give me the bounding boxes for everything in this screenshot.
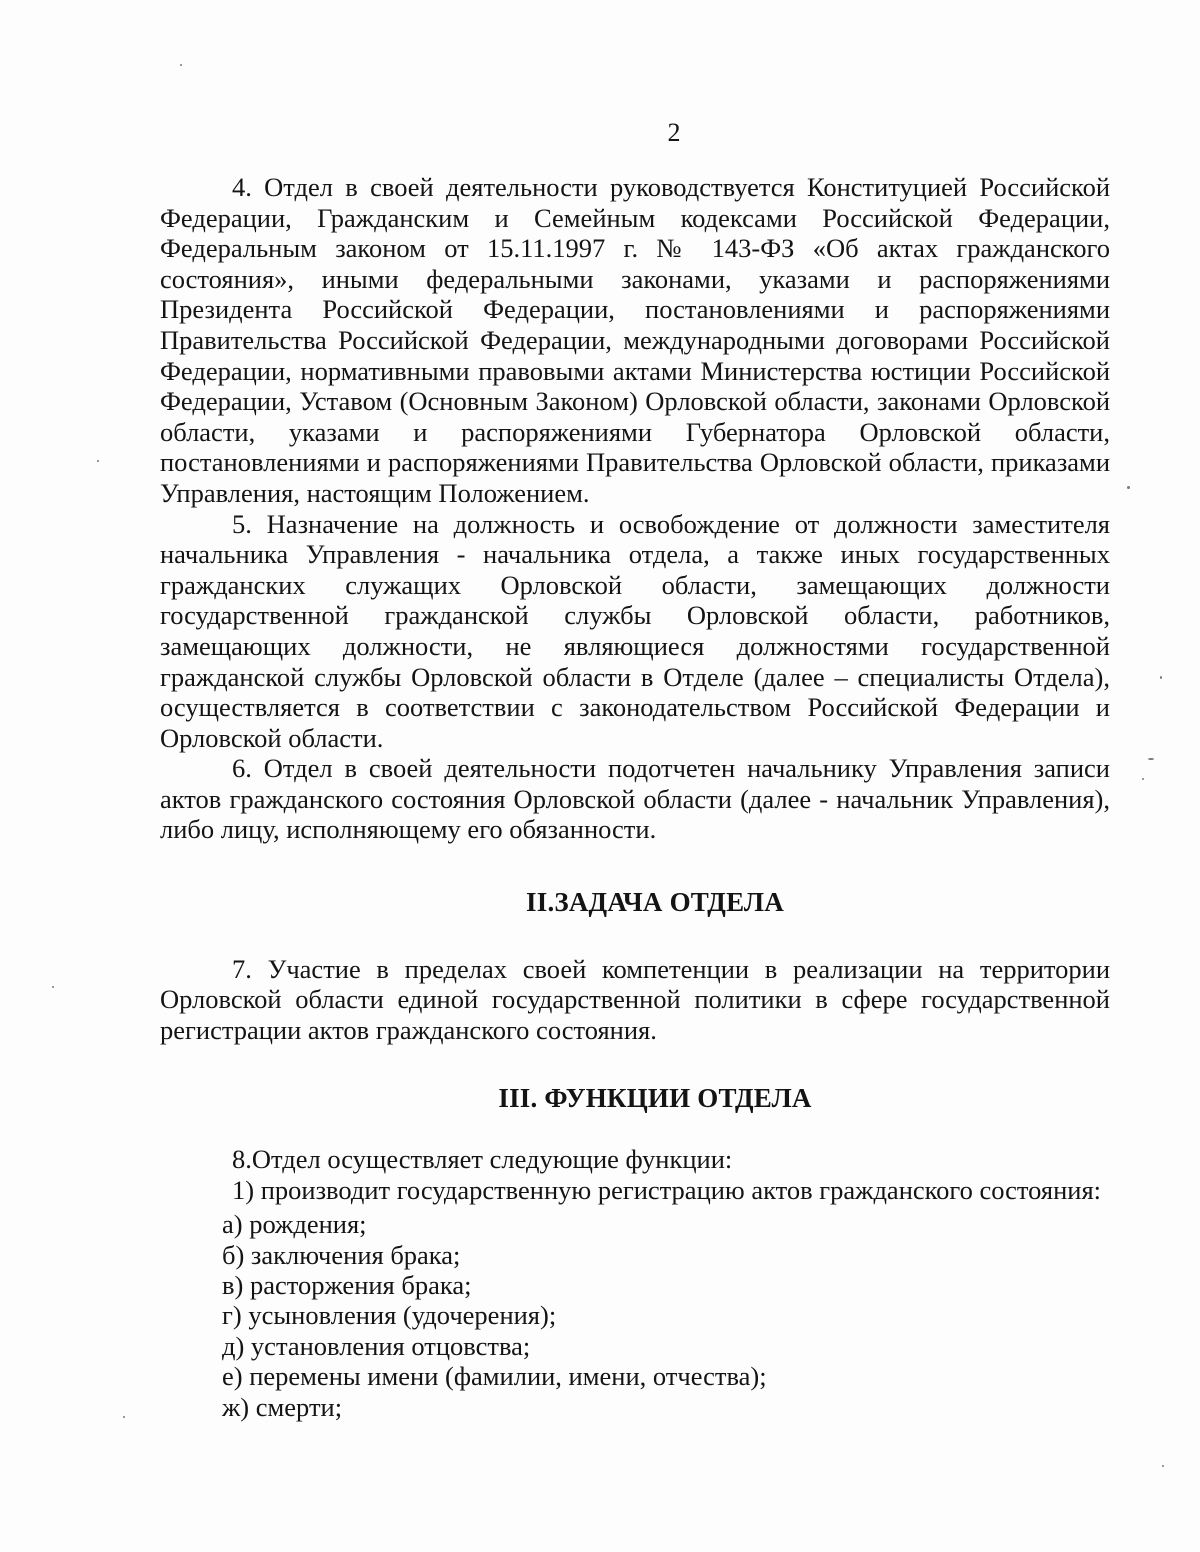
section-heading-functions: III. ФУНКЦИИ ОТДЕЛА — [498, 1083, 812, 1114]
paragraph-8: 8.Отдел осуществляет следующие функции: — [232, 1144, 733, 1175]
paragraph-4: 4. Отдел в своей деятельности руководствуется Конституцией Российской Федерации, Гражданским и Семейным кодексами Российской Федерации, Федеральным законом от 15.11.1997 г. № 143-ФЗ «Об актах гражданского состояния», иными федеральными законами, указами и распоряжениями Президента Российской Федерации, постановлениями и распоряжениями Правительства Российской Федерации, международными договорами Российской Федерации, нормативными правовыми актами Министерства юстиции Российской Федерации, Уставом (Основным Законом) Орловской области, законами Орловской области, указами и распоряжениями Губернатора Орловской области, постановлениями и распоряжениями Правительства Орловской области, приказами Управления, настоящим Положением. — [160, 172, 1110, 508]
list-item: г) усыновления (удочерения); — [222, 1300, 557, 1331]
scan-speck — [1127, 486, 1130, 489]
scan-speck — [1160, 676, 1162, 679]
paragraph-5: 5. Назначение на должность и освобождение от должности заместителя начальника Управления - начальника отдела, а также иных государственных гражданских служащих Орловской области, замещающих должности государственной гражданской службы Орловской области, работников, замещающих должности, не являющиеся должностями государственной гражданской службы Орловской области в Отделе (далее – специалисты Отдела), осуществляется в соответствии с законодательством Российской Федерации и Орловской области. — [160, 508, 1110, 753]
list-item: а) рождения; — [222, 1209, 367, 1240]
list-item: ж) смерти; — [222, 1391, 343, 1422]
list-item: д) установления отцовства; — [222, 1330, 531, 1361]
scan-speck — [1162, 1465, 1164, 1467]
registration-list — [160, 1209, 1110, 1422]
list-item: е) перемены имени (фамилии, имени, отчества); — [222, 1361, 767, 1392]
list-item: б) заключения брака; — [222, 1239, 461, 1270]
paragraph-6: 6. Отдел в своей деятельности подотчетен начальнику Управления записи актов гражданского состояния Орловской области (далее - начальник Управления), либо лицу, исполняющему его обязанности. — [160, 753, 1110, 845]
page-number: 2 — [667, 118, 681, 147]
paragraph-8-1: 1) производит государственную регистрацию актов гражданского состояния: — [232, 1174, 1102, 1205]
scan-speck — [123, 1416, 125, 1418]
scan-speck — [1142, 778, 1144, 780]
document-body — [160, 172, 1110, 1422]
section-heading-task: II.ЗАДАЧА ОТДЕЛА — [526, 887, 784, 918]
scan-speck — [180, 64, 182, 66]
list-item: в) расторжения брака; — [222, 1270, 472, 1301]
scan-speck — [97, 460, 99, 462]
scan-speck — [52, 986, 54, 988]
paragraph-7: 7. Участие в пределах своей компетенции в реализации на территории Орловской области единой государственной политики в сфере государственной регистрации актов гражданского состояния. — [160, 953, 1110, 1045]
scan-speck — [1148, 758, 1154, 760]
